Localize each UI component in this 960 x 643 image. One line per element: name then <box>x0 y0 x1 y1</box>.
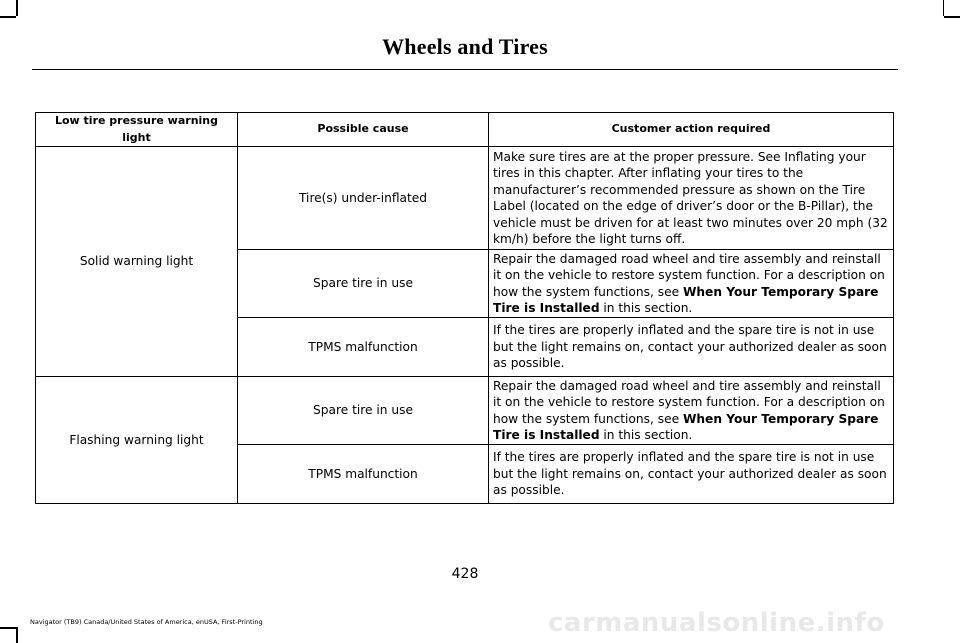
crop-mark-top-left-h <box>0 16 16 18</box>
warning-light-cell-flashing: Flashing warning light <box>36 377 238 504</box>
crop-mark-top-left-v <box>16 0 18 16</box>
page-title: Wheels and Tires <box>382 34 548 59</box>
action-cell: If the tires are properly inflated and the spare tire is not in use but the light remains on, contact your authorized dealer as soon as possible. <box>489 318 894 377</box>
cause-cell: Tire(s) under-inflated <box>238 147 489 250</box>
action-cell: Make sure tires are at the proper pressure. See Inflating your tires in this chapter. After inflating your tires to the manufacturer’s recommended pressure as shown on the Tire Label (located on the edge of driver’s door or the B-Pillar), the vehicle must be driven for at least two minutes over 20 mph (32 km/h) before the light turns off. <box>489 147 894 250</box>
tpms-warning-table <box>35 112 894 504</box>
action-text: in this section. <box>599 428 693 442</box>
cause-cell: Spare tire in use <box>238 250 489 318</box>
crop-mark-top-right-v <box>943 0 945 16</box>
cross-reference-link[interactable]: When Your Temporary Spare Tire is Installed <box>493 411 879 442</box>
action-text: in this section. <box>599 301 693 315</box>
cause-cell: TPMS malfunction <box>238 318 489 377</box>
action-cell: If the tires are properly inflated and the spare tire is not in use but the light remains on, contact your authorized dealer as soon as possible. <box>489 445 894 504</box>
crop-mark-bottom-left-h <box>0 627 16 629</box>
crop-mark-bottom-left-v <box>16 627 18 643</box>
page-number: 428 <box>451 566 479 582</box>
title-divider <box>32 69 898 70</box>
cross-reference-link[interactable]: When Your Temporary Spare Tire is Installed <box>493 284 879 315</box>
cause-cell: TPMS malfunction <box>238 445 489 504</box>
table-row <box>36 147 894 250</box>
cause-cell: Spare tire in use <box>238 377 489 445</box>
action-cell <box>489 377 894 445</box>
action-text: Repair the damaged road wheel and tire assembly and reinstall it on the vehicle to restore system function. For a description on how the system functions, see <box>493 378 885 426</box>
header-warning-light: Low tire pressure warning light <box>36 113 238 147</box>
crop-mark-top-right-h <box>944 16 960 18</box>
table-row <box>36 377 894 445</box>
warning-light-cell-solid: Solid warning light <box>36 147 238 377</box>
watermark: carmanualsonline.info <box>548 608 885 638</box>
action-cell <box>489 250 894 318</box>
action-text: Repair the damaged road wheel and tire assembly and reinstall it on the vehicle to restore system function. For a description on how the system functions, see <box>493 251 885 299</box>
table-header-row <box>36 113 894 147</box>
header-customer-action: Customer action required <box>489 113 894 147</box>
publication-footer: Navigator (TB9) Canada/United States of America, enUSA, First-Printing <box>30 618 263 626</box>
header-possible-cause: Possible cause <box>238 113 489 147</box>
